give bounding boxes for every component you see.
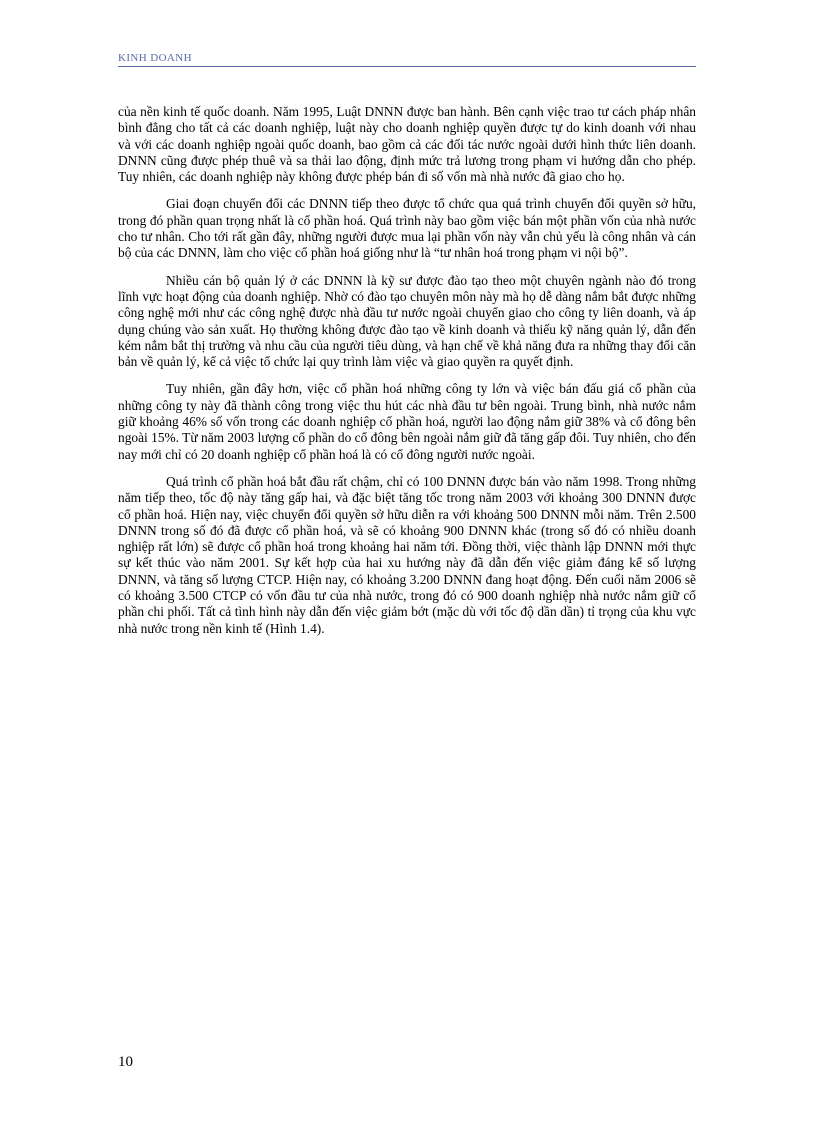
page-body <box>118 104 696 648</box>
header-title: KINH DOANH <box>118 52 192 64</box>
paragraph-3: Nhiều cán bộ quản lý ở các DNNN là kỹ sư được đào tạo theo một chuyên ngành nào đó trong lĩnh vực hoạt động của doanh nghiệp. Nhờ có đào tạo chuyên môn này mà họ dễ dàng nắm bắt được những công nghệ mới như các công nghệ được nhà đầu tư nước ngoài chuyển giao cho công ty liên doanh, và áp dụng chúng vào sản xuất. Họ thường không được đào tạo về kinh doanh và thiếu kỹ năng quản lý, dẫn đến kém nắm bắt thị trường và nhu cầu của người tiêu dùng, và hạn chế về khả năng đưa ra những thay đổi căn bản về quản lý, kể cả việc tổ chức lại quy trình làm việc và giao quyền ra quyết định. <box>118 272 696 370</box>
paragraph-5: Quá trình cổ phần hoá bắt đầu rất chậm, chỉ có 100 DNNN được bán vào năm 1998. Trong những năm tiếp theo, tốc độ này tăng gấp hai, và đặc biệt tăng tốc trong năm 2003 với khoảng 300 DNNN được cổ phần hoá. Hiện nay, việc chuyển đổi quyền sở hữu diễn ra với khoảng 500 DNNN mỗi năm. Trên 2.500 DNNN trong số đó đã được cổ phần hoá, và sẽ có khoảng 900 DNNN khác (trong số đó có nhiều doanh nghiệp rất lớn) sẽ được cổ phần hoá trong khoảng hai năm tới. Đồng thời, việc thành lập DNNN mới thực sự kết thúc vào năm 2001. Sự kết hợp của hai xu hướng này đã dẫn đến việc giảm đáng kể số lượng DNNN, và tăng số lượng CTCP. Hiện nay, có khoảng 3.200 DNNN đang hoạt động. Đến cuối năm 2006 sẽ có khoảng 3.500 CTCP có vốn đầu tư của nhà nước, trong đó có 900 doanh nghiệp nhà nước nắm giữ cổ phần chi phối. Tất cả tình hình này dẫn đến việc giảm bớt (mặc dù với tốc độ dần dần) tỉ trọng của khu vực nhà nước trong nền kinh tế (Hình 1.4). <box>118 473 696 636</box>
page-number: 10 <box>118 1054 133 1070</box>
paragraph-4: Tuy nhiên, gần đây hơn, việc cổ phần hoá những công ty lớn và việc bán đấu giá cổ phần của những công ty này đã thành công trong việc thu hút các nhà đầu tư bên ngoài. Trung bình, nhà nước nắm giữ khoảng 46% số vốn trong các doanh nghiệp cổ phần hoá, người lao động nắm giữ 38% và cổ đông bên ngoài 15%. Từ năm 2003 lượng cổ phần do cổ đông bên ngoài nắm giữ đã tăng gấp đôi. Tuy nhiên, cho đến nay mới chỉ có 20 doanh nghiệp cổ phần hoá là có cổ đông người nước ngoài. <box>118 381 696 462</box>
running-header <box>118 52 696 67</box>
paragraph-2: Giai đoạn chuyển đổi các DNNN tiếp theo được tổ chức qua quá trình chuyển đổi quyền sở hữu, trong đó phần quan trọng nhất là cổ phần hoá. Quá trình này bao gồm việc bán một phần vốn của nhà nước cho tư nhân. Cho tới rất gần đây, những người được mua lại phần vốn này vẫn chủ yếu là công nhân và cán bộ của các DNNN, làm cho việc cổ phần hoá giống như là “tư nhân hoá trong phạm vi nội bộ”. <box>118 196 696 261</box>
paragraph-1: của nền kinh tế quốc doanh. Năm 1995, Luật DNNN được ban hành. Bên cạnh việc trao tư cách pháp nhân bình đẳng cho tất cả các doanh nghiệp, luật này cho doanh nghiệp quyền được tự do kinh doanh với nhau và với các doanh nghiệp ngoài quốc doanh, bao gồm cả các đối tác nước ngoài dưới hình thức liên doanh. DNNN cũng được phép thuê và sa thải lao động, định mức trả lương trong phạm vi hướng dẫn cho phép. Tuy nhiên, các doanh nghiệp này không được phép bán đi số vốn mà nhà nước đã giao cho họ. <box>118 104 696 185</box>
